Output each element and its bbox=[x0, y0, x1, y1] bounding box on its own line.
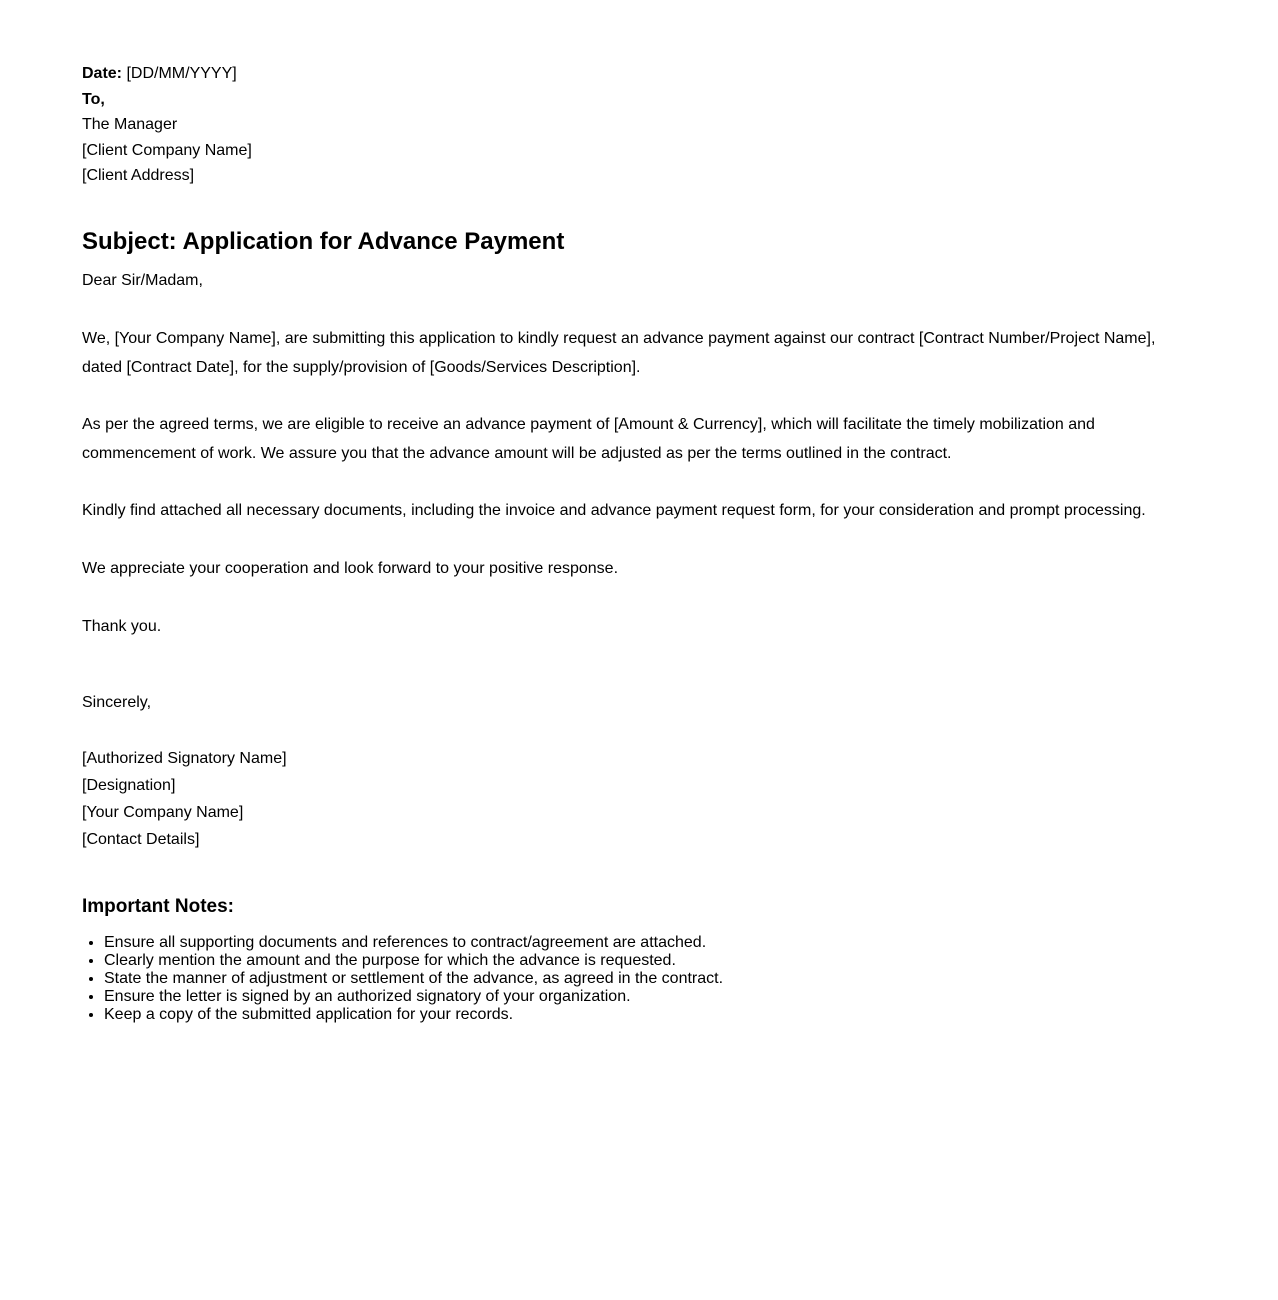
to-label: To, bbox=[82, 90, 105, 108]
salutation: Dear Sir/Madam, bbox=[82, 272, 203, 289]
body-paragraph-2: As per the agreed terms, we are eligible to receive an advance payment of [Amount & Currency], which will facilitate the timely mobilization and commencement of work. We assure you that the advance amount will be adjusted as per the terms outlined in the contract. bbox=[82, 416, 1095, 462]
list-item: • Ensure the letter is signed by an authorized signatory of your organization. bbox=[104, 988, 723, 1006]
notes-list bbox=[82, 934, 723, 1024]
recipient-address: [Client Address] bbox=[82, 167, 195, 184]
signatory-company: [Your Company Name] bbox=[82, 804, 244, 821]
list-item: • State the manner of adjustment or settlement of the advance, as agreed in the contract. bbox=[104, 970, 723, 988]
list-item: • Ensure all supporting documents and references to contract/agreement are attached. bbox=[104, 934, 723, 952]
list-item: • Keep a copy of the submitted application for your records. bbox=[104, 1006, 723, 1024]
body-paragraph-1: We, [Your Company Name], are submitting this application to kindly request an advance payment against our contract [Contract Number/Project Name], dated [Contract Date], for the supply/provision of [Goods/Services Description]. bbox=[82, 330, 1156, 376]
signatory-designation: [Designation] bbox=[82, 777, 176, 794]
thanks-line: Thank you. bbox=[82, 618, 162, 635]
recipient-title: The Manager bbox=[82, 116, 178, 133]
body-paragraph-4: We appreciate your cooperation and look forward to your positive response. bbox=[82, 560, 619, 577]
signatory-contact: [Contact Details] bbox=[82, 831, 200, 848]
date-value: [DD/MM/YYYY] bbox=[126, 65, 237, 82]
signatory-name: [Authorized Signatory Name] bbox=[82, 750, 287, 767]
signature-block bbox=[82, 745, 287, 853]
letter-header bbox=[82, 61, 252, 189]
subject-heading: Subject: Application for Advance Payment bbox=[82, 228, 565, 255]
closing-line: Sincerely, bbox=[82, 694, 152, 711]
recipient-company: [Client Company Name] bbox=[82, 141, 252, 159]
date-label: Date: bbox=[82, 65, 123, 82]
list-item: • Clearly mention the amount and the purpose for which the advance is requested. bbox=[104, 952, 723, 970]
body-paragraph-3: Kindly find attached all necessary documents, including the invoice and advance payment request form, for your consideration and prompt processing. bbox=[82, 502, 1146, 519]
date-line bbox=[82, 61, 252, 87]
notes-heading: Important Notes: bbox=[82, 896, 234, 917]
